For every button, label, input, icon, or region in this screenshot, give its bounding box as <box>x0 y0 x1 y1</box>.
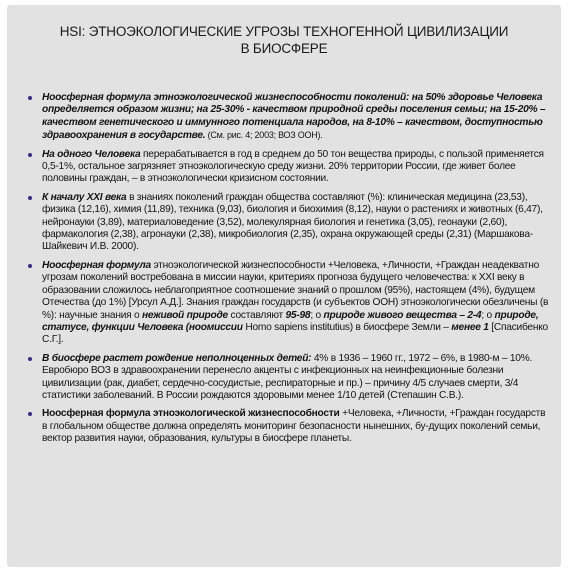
bullet-item-5 <box>28 353 550 403</box>
bullet-item-3 <box>28 192 550 254</box>
bullet-marker <box>28 264 32 268</box>
bullet-marker <box>28 357 32 361</box>
bullet-text: в знаниях поколений граждан общества составляют (%): клиническая медицина (23,53), физика (12,16), химия (11,89), техника (9,03), биология и биохимия (8,12), науки о растениях и животных (6,47), нейронауки (3,89), материаловедение (3,52), молекулярная биология и генетика (3,05), геонауки (2,60), фармакология (2,38), агронауки (2,38), микробиология (2,35), охрана окружающей среды (2,31) (Маршакова-Шайкевич И.В. 2000). <box>42 191 543 253</box>
bullet-text: [Спасибенко С.Г.]. <box>42 321 548 346</box>
bullet-text-emphasis: В биосфере растет рождение неполноценных детей: <box>42 352 312 364</box>
bullet-text-citation: (См. рис. 4; 2003; ВОЗ ООН). <box>205 130 323 141</box>
bullet-marker <box>28 412 32 416</box>
bullet-text-emphasis: менее 1 <box>451 321 489 333</box>
bullet-text: ; о <box>481 309 495 321</box>
bullet-text-emphasis: Ноосферная формула этноэкологической жизнеспособности <box>42 408 340 420</box>
bullet-text: +Человека, +Личности, +Граждан государств в глобальном обществе должна определять мониторинг безопасности нынешних, бу-дущих поколений семьи, вектор развития науки, образования, культуры в биосфере планеты. <box>42 408 546 445</box>
bullet-text-emphasis: Ноосферная формула <box>42 259 151 271</box>
bullet-text: составляют <box>227 309 286 321</box>
bullet-text-emphasis: Ноосферная формула этноэкологической жизнеспособности поколений: на 50% здоровье Человека определяется образом жизни; на 25-30% - качеством природной среды поселения семьи; на 15-20% – качеством генетического и иммунного потенциала народов, на 8-10% – качеством, доступностью здравоохранения в государстве. <box>42 92 546 142</box>
bullet-text-emphasis: К началу XXI века <box>42 191 127 203</box>
bullet-list <box>28 92 550 564</box>
slide-title <box>27 23 541 57</box>
bullet-marker <box>28 153 32 157</box>
bullet-text-emphasis: На одного Человека <box>42 148 141 160</box>
bullet-item-6 <box>28 408 550 445</box>
bullet-text-emphasis: природе, статусе, функции Человека (ноомиссии <box>42 309 539 333</box>
title-line-1: HSI: ЭТНОЭКОЛОГИЧЕСКИЕ УГРОЗЫ ТЕХНОГЕННОЙ ЦИВИЛИЗАЦИИ <box>59 24 509 39</box>
bullet-text: Homo sapiens institutius) в биосфере Земли – <box>242 321 452 333</box>
bullet-text: ; о <box>310 309 324 321</box>
bullet-text-emphasis: 95-98 <box>285 309 311 321</box>
bullet-item-4 <box>28 260 550 347</box>
bullet-item-2 <box>28 149 550 186</box>
bullet-text-emphasis: неживой природе <box>142 309 228 321</box>
bullet-text: перерабатывается в год в среднем до 50 тон вещества природы, с пользой применяется 0,5-1%, остальное загрязняет этноэкологическую среду жизни. 20% территории России, где живет более половины граждан, – в этноэкологически кризисном состоянии. <box>42 148 544 185</box>
title-line-2: В БИОСФЕРЕ <box>240 41 328 56</box>
bullet-text: этноэкологической жизнеспособности +Человека, +Личности, +Граждан неадекватно угрозам поколений востребована в миссии науки, критериях прогноза будущего человечества: к XXI веку в образовании сложилось неблагоприятное соотношение знаний о прошлом (95%), настоящем (4%), будущем Отечества (до 1%) [Урсул А.Д.]. Знания граждан государств (и субъектов ООН) этноэкологически обезличены (в %): научные знания о <box>42 259 549 321</box>
bullet-item-1 <box>28 92 550 143</box>
bullet-marker <box>28 96 32 100</box>
bullet-marker <box>28 196 32 200</box>
bullet-text-emphasis: природе живого вещества – 2-4 <box>323 309 482 321</box>
bullet-text: 4% в 1936 – 1960 гг., 1972 – 6%, в 1980-м – 10%. Евробюро ВОЗ в здравоохранении перенесло акценты с инфекционных на неинфекционные болезни цивилизации (рак, диабет, сердечно-сосудистые, респираторные и пр.) – причину 4/5 случаев смерти, 3/4 статистики заболеваний. В России рождаются здоровыми менее 1/10 детей (Степашин С.В.). <box>42 352 533 401</box>
